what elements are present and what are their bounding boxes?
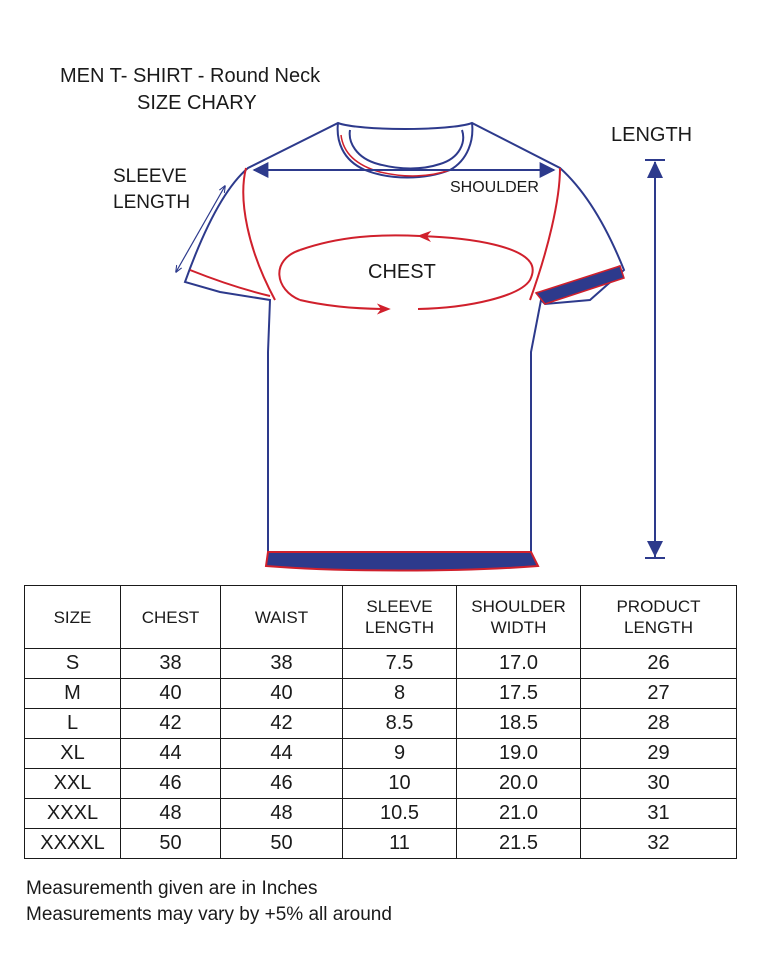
table-row (25, 829, 737, 859)
table-cell: 38 (121, 649, 221, 679)
table-cell: 8.5 (343, 709, 457, 739)
table-cell: 32 (581, 829, 737, 859)
table-cell: 26 (581, 649, 737, 679)
table-cell: 10 (343, 769, 457, 799)
table-cell: 7.5 (343, 649, 457, 679)
table-cell: 18.5 (457, 709, 581, 739)
chart-title: MEN T- SHIRT - Round Neck (60, 65, 321, 87)
table-cell: 29 (581, 739, 737, 769)
chest-label: CHEST (368, 261, 436, 283)
table-cell: 27 (581, 679, 737, 709)
table-cell: S (25, 649, 121, 679)
table-row (25, 799, 737, 829)
table-cell: XL (25, 739, 121, 769)
sleeve-label-line2: LENGTH (113, 192, 191, 213)
table-cell: 8 (343, 679, 457, 709)
table-cell: M (25, 679, 121, 709)
chest-arrow-bottom (300, 300, 388, 309)
table-cell: 50 (121, 829, 221, 859)
table-cell: 50 (221, 829, 343, 859)
header-chest: CHEST (121, 586, 221, 649)
shoulder-label: SHOULDER (450, 179, 539, 196)
table-cell: 48 (121, 799, 221, 829)
length-label: LENGTH (611, 124, 693, 146)
table-cell: 38 (221, 649, 343, 679)
table-cell: 21.5 (457, 829, 581, 859)
note-units: Measurementh given are in Inches (26, 878, 318, 899)
table-row (25, 709, 737, 739)
table-cell: XXXXL (25, 829, 121, 859)
table-cell: 44 (121, 739, 221, 769)
chest-arrow-left-curve (279, 250, 300, 300)
table-cell: 40 (121, 679, 221, 709)
table-cell: 21.0 (457, 799, 581, 829)
table-cell: 44 (221, 739, 343, 769)
table-cell: 20.0 (457, 769, 581, 799)
table-cell: 28 (581, 709, 737, 739)
table-cell: 42 (221, 709, 343, 739)
table-row (25, 739, 737, 769)
table-cell: 46 (221, 769, 343, 799)
note-variance: Measurements may vary by +5% all around (26, 904, 392, 925)
header-size: SIZE (25, 586, 121, 649)
table-cell: 40 (221, 679, 343, 709)
table-cell: 19.0 (457, 739, 581, 769)
table-cell: 46 (121, 769, 221, 799)
chest-arrow-top-right (420, 236, 530, 262)
header-shoulder-width: SHOULDER WIDTH (457, 586, 581, 649)
sleeve-band-right (536, 266, 624, 304)
table-cell: 9 (343, 739, 457, 769)
size-chart-table (24, 585, 737, 859)
table-cell: 31 (581, 799, 737, 829)
length-arrowhead-top (647, 161, 663, 178)
table-header-row (25, 586, 737, 649)
table-cell: 42 (121, 709, 221, 739)
table-cell: 17.5 (457, 679, 581, 709)
table-cell: 30 (581, 769, 737, 799)
chart-subtitle: SIZE CHARY (137, 92, 257, 114)
table-cell: 10.5 (343, 799, 457, 829)
table-cell: L (25, 709, 121, 739)
table-row (25, 649, 737, 679)
table-cell: XXL (25, 769, 121, 799)
header-sleeve-length: SLEEVE LENGTH (343, 586, 457, 649)
sleeve-label-line1: SLEEVE (113, 166, 187, 187)
table-row (25, 769, 737, 799)
table-row (25, 679, 737, 709)
chest-arrow-top (300, 235, 420, 250)
length-arrowhead-bottom (647, 541, 663, 557)
header-waist: WAIST (221, 586, 343, 649)
table-cell: XXXL (25, 799, 121, 829)
header-product-length: PRODUCT LENGTH (581, 586, 737, 649)
table-cell: 48 (221, 799, 343, 829)
hem-band (266, 552, 538, 571)
table-cell: 11 (343, 829, 457, 859)
table-cell: 17.0 (457, 649, 581, 679)
